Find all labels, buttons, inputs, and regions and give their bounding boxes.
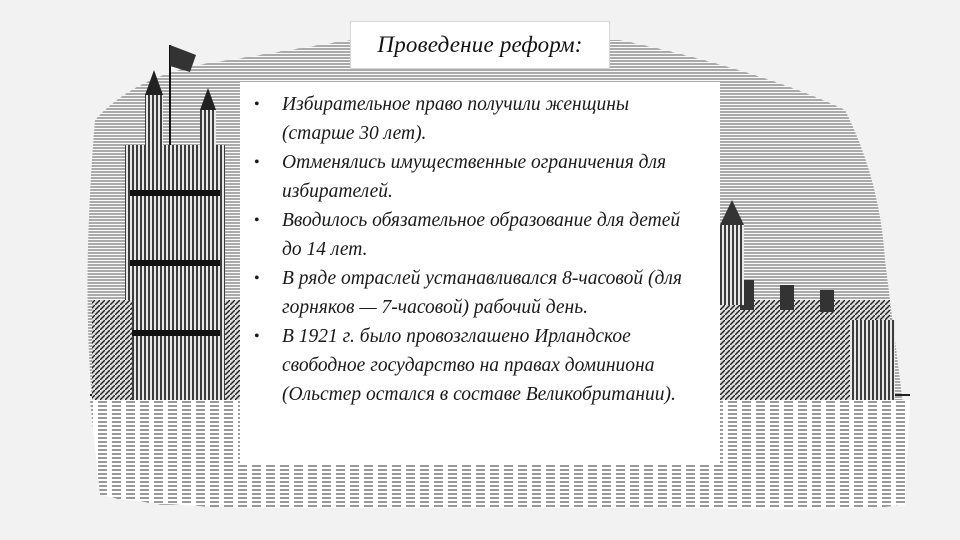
bullet-icon: •: [254, 270, 260, 287]
list-item: [250, 322, 702, 409]
list-item-text: В ряде отраслей устанавливался 8-часовой (для горняков — 7-часовой) рабочий день.: [282, 268, 682, 318]
list-item: [250, 148, 702, 206]
reforms-panel: [240, 82, 720, 463]
bullet-icon: •: [254, 154, 260, 171]
list-item: [250, 264, 702, 322]
list-item: [250, 90, 702, 148]
bullet-icon: •: [254, 328, 260, 345]
bullet-icon: •: [254, 96, 260, 113]
slide-title-box: [350, 21, 610, 69]
list-item-text: Отменялись имущественные ограничения для избирателей.: [282, 152, 667, 202]
bullet-icon: •: [254, 212, 260, 229]
list-item: [250, 206, 702, 264]
reforms-list: [250, 90, 702, 409]
list-item-text: В 1921 г. было провозглашено Ирландское свободное государство на правах доминиона (Ольстер остался в составе Великобритании).: [282, 326, 676, 405]
list-item-text: Избирательное право получили женщины (старше 30 лет).: [282, 94, 630, 144]
slide-title: Проведение реформ:: [377, 32, 583, 57]
list-item-text: Вводилось обязательное образование для детей до 14 лет.: [282, 210, 681, 260]
